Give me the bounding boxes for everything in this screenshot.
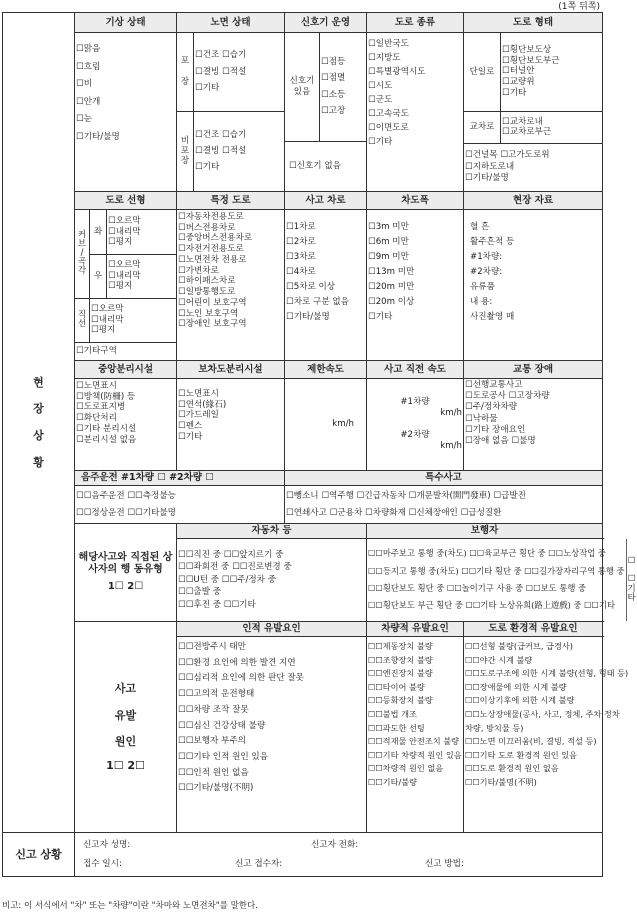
alignment-option[interactable]: ☐오르막 bbox=[108, 260, 141, 271]
road-form-etc-options bbox=[464, 143, 602, 191]
env-cause-option[interactable]: ☐☐노면 미끄러움(비, 결빙, 적설 등) bbox=[465, 736, 597, 747]
intersection-options bbox=[501, 111, 603, 143]
human-cause-header: 인적 유발요인 bbox=[177, 622, 367, 637]
cause-section-label bbox=[75, 622, 177, 833]
surface-option[interactable]: ☐결빙 ☐적설 bbox=[195, 146, 247, 157]
weather-option[interactable]: ☐맑음 bbox=[76, 44, 101, 54]
alignment-option[interactable]: ☐내리막 bbox=[108, 270, 141, 281]
human-cause-option[interactable]: ☐☐환경 요인에 의한 발견 지연 bbox=[178, 657, 296, 668]
env-cause-option[interactable]: ☐☐기타/불명(不明) bbox=[465, 777, 537, 788]
curve-label-text: 커 브 / 곡 각 bbox=[77, 230, 87, 277]
signal-has-options bbox=[320, 33, 367, 141]
special-accident-option[interactable]: ☐연쇄사고 ☐군용차 ☐차량화재 ☐신체장애인 ☐급성질환 bbox=[286, 507, 502, 518]
road-kind-options bbox=[367, 33, 464, 192]
lanes-options bbox=[285, 210, 367, 361]
special-road-option[interactable]: ☐노인 보호구역 bbox=[178, 308, 239, 319]
ped-act-etc[interactable] bbox=[626, 539, 637, 621]
road-kind-option[interactable]: ☐군도 bbox=[368, 95, 393, 105]
env-cause-option[interactable]: ☐☐장애물에 의한 시계 불량 bbox=[465, 681, 567, 692]
median-option[interactable]: ☐방책(防柵) 등 bbox=[76, 391, 136, 402]
site-data-fields bbox=[464, 210, 603, 361]
human-cause-option[interactable]: ☐☐심신 건강상태 불량 bbox=[178, 720, 266, 731]
site-data-field: #1차량: bbox=[470, 252, 503, 263]
special-road-option[interactable]: ☐어린이 보호구역 bbox=[178, 297, 247, 308]
signal-header: 신호기 운영 bbox=[285, 13, 367, 33]
alignment-option[interactable]: ☐내리막 bbox=[91, 314, 124, 325]
human-cause-option[interactable]: ☐☐보행자 부주의 bbox=[178, 736, 246, 747]
sidewalk-sep-option[interactable]: ☐가드레일 bbox=[178, 410, 219, 421]
road-surface-header: 노면 상태 bbox=[177, 13, 285, 33]
site-data-field: 사진촬영 매 bbox=[470, 312, 515, 323]
obstacle-option[interactable]: ☐도로공사 ☐고장차량 bbox=[465, 391, 550, 402]
dui-options bbox=[75, 486, 285, 524]
env-cause-option: 차량, 방치물 등) bbox=[465, 722, 524, 733]
alignment-cell bbox=[75, 210, 177, 361]
road-form-option[interactable]: ☐교량위 bbox=[502, 77, 535, 88]
speed-before-field[interactable] bbox=[367, 379, 464, 471]
unpaved-label-text: 비 포 장 bbox=[180, 135, 190, 167]
road-kind-option[interactable]: ☐일반국도 bbox=[368, 39, 409, 49]
special-road-header: 특정 도로 bbox=[177, 192, 285, 210]
site-data-field: 유류품 bbox=[470, 282, 495, 293]
straight-label-text: 직 선 bbox=[77, 309, 87, 329]
human-cause-option[interactable]: ☐☐기타 인적 원인 있음 bbox=[178, 752, 269, 763]
vehicle-cause-option[interactable]: ☐☐과도한 선팅 bbox=[368, 722, 425, 733]
site-data-header: 현장 자료 bbox=[464, 192, 603, 210]
special-road-option[interactable]: ☐자동차전용도로 bbox=[178, 212, 244, 222]
signal-has-label bbox=[285, 33, 320, 141]
right-options bbox=[107, 254, 177, 298]
env-cause-header: 도로 환경적 유발요인 bbox=[464, 622, 603, 637]
road-form-option[interactable]: ☐기타 bbox=[502, 87, 527, 98]
alignment-option[interactable]: ☐내리막 bbox=[108, 226, 141, 237]
road-form-option[interactable]: ☐횡단보도부근 bbox=[502, 55, 560, 66]
weather-header: 기상 상태 bbox=[75, 13, 177, 33]
signal-cell bbox=[285, 33, 367, 192]
special-accident-header: 특수사고 bbox=[285, 471, 603, 486]
width-option[interactable]: ☐기타 bbox=[368, 312, 393, 323]
human-cause-option[interactable]: ☐☐심리적 요인에 의한 판단 잘못 bbox=[178, 673, 304, 684]
human-cause-option[interactable]: ☐☐차량 조작 잘못 bbox=[178, 704, 249, 715]
surface-option[interactable]: ☐결빙 ☐적설 bbox=[195, 66, 247, 77]
vehicle-act-option[interactable]: ☐☐직진 중 ☐☐앞지르기 중 bbox=[178, 549, 284, 560]
obstacle-option[interactable]: ☐주/정차차량 bbox=[465, 402, 518, 413]
special-accident-options bbox=[285, 486, 603, 524]
human-cause-option[interactable]: ☐☐고의적 운전형태 bbox=[178, 689, 255, 700]
road-kind-header: 도로 종류 bbox=[367, 13, 464, 33]
vehicle-cause-header: 차량적 유발요인 bbox=[367, 622, 464, 637]
surface-option[interactable]: ☐건조 ☐습기 bbox=[195, 129, 247, 140]
ped-act-option[interactable]: ☐☐횡단보도 횡단 중 ☐☐놀이기구 사용 중 ☐☐보도 통행 중 bbox=[368, 583, 587, 593]
surface-option[interactable]: ☐기타 bbox=[195, 82, 220, 93]
vehicle-cause-option[interactable]: ☐☐기타 차량적 원인 있음 bbox=[368, 749, 462, 760]
paved-label bbox=[177, 33, 194, 111]
cause-check[interactable]: 1☐ 2☐ bbox=[106, 758, 145, 772]
median-option[interactable]: ☐노면표시 bbox=[76, 381, 117, 391]
vehicle-cause-option[interactable]: ☐☐엔진장치 불량 bbox=[368, 668, 433, 679]
signal-option[interactable]: ☐소등 bbox=[321, 89, 346, 100]
victim-type-check[interactable]: 1☐ 2☐ bbox=[107, 580, 144, 592]
lane-option[interactable]: ☐2차로 bbox=[286, 237, 316, 248]
report-row-2 bbox=[83, 855, 601, 873]
straight-options bbox=[90, 298, 177, 342]
special-road-option[interactable]: ☐일방통행도로 bbox=[178, 287, 236, 298]
single-road-options bbox=[501, 33, 603, 111]
special-road-option[interactable]: ☐자전거전용도로 bbox=[178, 244, 244, 255]
ped-act-etc-text: ☐ ☐ 기 타 bbox=[627, 555, 636, 604]
lane-option[interactable]: ☐5차로 이상 bbox=[286, 282, 336, 293]
alignment-header: 도로 선형 bbox=[75, 192, 177, 210]
env-cause-option[interactable]: ☐☐야간 시계 불량 bbox=[465, 654, 533, 665]
speed-limit-header: 제한속도 bbox=[285, 361, 367, 379]
median-options bbox=[75, 379, 177, 471]
road-form-cell bbox=[464, 33, 603, 192]
road-kind-option[interactable]: ☐고속국도 bbox=[368, 109, 409, 119]
signal-has-text: 신호기 있음 bbox=[289, 76, 315, 97]
obstacle-option[interactable]: ☐낙하물 bbox=[465, 413, 498, 424]
road-kind-option[interactable]: ☐특별광역시도 bbox=[368, 67, 426, 77]
env-cause-option[interactable]: ☐☐도로 환경적 원인 없음 bbox=[465, 763, 559, 774]
vehicle-act-header: 자동차 등 bbox=[177, 524, 367, 539]
sidewalk-sep-option[interactable]: ☐연석(緣石) bbox=[178, 399, 227, 410]
ped-act-cell bbox=[367, 539, 636, 622]
dui-header: 음주운전 #1차량 ☐ #2차량 ☐ bbox=[75, 471, 285, 486]
env-cause-options bbox=[464, 637, 629, 833]
special-road-option[interactable]: ☐하이패스차로 bbox=[178, 276, 236, 287]
alignment-option[interactable]: ☐평지 bbox=[108, 281, 133, 292]
intersection-label: 교차로 bbox=[464, 111, 501, 143]
vehicle-act-option[interactable]: ☐☐U턴 중 ☐☐주/정차 중 bbox=[178, 574, 277, 585]
site-data-field: 활주흔적 등 bbox=[470, 237, 515, 248]
lane-option[interactable]: ☐3차로 bbox=[286, 252, 316, 263]
vehicle-cause-option[interactable]: ☐☐제동장치 불량 bbox=[368, 641, 433, 651]
env-cause-option[interactable]: ☐☐노상장애물(공사, 사고, 정체, 주차·정차 bbox=[465, 709, 620, 720]
human-cause-option[interactable]: ☐☐기타/불명(不明) bbox=[178, 783, 254, 794]
weather-option[interactable]: ☐흐림 bbox=[76, 61, 101, 72]
signal-option[interactable]: ☐고장 bbox=[321, 106, 346, 117]
lanes-header: 사고 차로 bbox=[285, 192, 367, 210]
weather-option[interactable]: ☐비 bbox=[76, 79, 93, 90]
obstacle-option[interactable]: ☐선행교통사고 bbox=[465, 380, 523, 390]
human-cause-option[interactable]: ☐☐전방주시 태만 bbox=[178, 642, 246, 652]
ped-act-options bbox=[367, 539, 626, 621]
median-option[interactable]: ☐분리시설 없음 bbox=[76, 434, 137, 445]
vehicle-act-options bbox=[177, 539, 367, 622]
vehicle-cause-option[interactable]: ☐☐불법 개조 bbox=[368, 709, 417, 720]
road-kind-option[interactable]: ☐지방도 bbox=[368, 53, 401, 63]
unpaved-options bbox=[194, 111, 285, 191]
median-option[interactable]: ☐도로표지병 bbox=[76, 402, 126, 413]
lane-option[interactable]: ☐1차로 bbox=[286, 222, 316, 232]
vehicle-act-option[interactable]: ☐☐출발 중 bbox=[178, 587, 222, 598]
report-section-label: 신고 상황 bbox=[3, 833, 75, 877]
paved-label-text: 포 장 bbox=[180, 56, 190, 87]
env-cause-option[interactable]: ☐☐도로구조에 의한 시계 불량(선형, 형태 등) bbox=[465, 668, 629, 679]
weather-option[interactable]: ☐안개 bbox=[76, 96, 101, 107]
road-form-option[interactable]: ☐지하도로내 bbox=[465, 161, 515, 172]
vehicle-cause-option[interactable]: ☐☐타이어 불량 bbox=[368, 681, 425, 692]
alignment-option[interactable]: ☐오르막 bbox=[91, 304, 124, 315]
weather-option[interactable]: ☐기타/불명 bbox=[76, 132, 120, 143]
speed-limit-field[interactable] bbox=[285, 379, 367, 471]
sidewalk-sep-header: 보차도분리시설 bbox=[177, 361, 285, 379]
reporter-phone-field[interactable]: 신고자 전화: bbox=[311, 840, 359, 851]
page-note: (1쪽 뒤쪽) bbox=[558, 2, 600, 12]
cause-text: 사고 유발 원인 bbox=[114, 681, 137, 749]
victim-type-section-label bbox=[75, 524, 177, 622]
receipt-time-field[interactable]: 접수 일시: bbox=[83, 858, 122, 869]
vehicle-act-option[interactable]: ☐☐후진 중 ☐☐기타 bbox=[178, 599, 256, 610]
special-road-option[interactable]: ☐노면전차 전용로 bbox=[178, 254, 247, 265]
median-option[interactable]: ☐기타 분리시설 bbox=[76, 423, 137, 434]
speed-vehicle-1: #1차량 bbox=[400, 397, 430, 408]
width-option[interactable]: ☐6m 미만 bbox=[368, 237, 409, 248]
weather-option[interactable]: ☐눈 bbox=[76, 114, 93, 125]
lane-option[interactable]: ☐기타/불명 bbox=[286, 312, 330, 323]
surface-option[interactable]: ☐건조 ☐습기 bbox=[195, 50, 247, 61]
site-data-field: 내 용: bbox=[470, 297, 493, 308]
road-surface-cell bbox=[177, 33, 285, 192]
sidewalk-sep-option[interactable]: ☐기타 bbox=[178, 431, 203, 442]
site-data-field: 혈 흔 bbox=[470, 222, 490, 232]
special-road-option[interactable]: ☐버스전용차로 bbox=[178, 222, 236, 233]
vehicle-cause-options bbox=[367, 637, 464, 833]
vehicle-cause-option[interactable]: ☐☐기타/불량 bbox=[368, 777, 418, 788]
sidewalk-sep-option[interactable]: ☐펜스 bbox=[178, 421, 203, 432]
reporter-name-field[interactable]: 신고자 성명: bbox=[83, 840, 131, 851]
road-form-option[interactable]: ☐교차로부근 bbox=[502, 127, 552, 137]
weather-options bbox=[75, 33, 177, 192]
alignment-option[interactable]: ☐오르막 bbox=[108, 216, 141, 227]
signal-option[interactable]: ☐점등 bbox=[321, 57, 346, 68]
human-cause-options bbox=[177, 637, 367, 833]
report-method-field[interactable]: 신고 방법: bbox=[425, 858, 464, 869]
vehicle-act-option[interactable]: ☐☐좌회전 중 ☐☐진로변경 중 bbox=[178, 562, 292, 573]
road-form-header: 도로 형태 bbox=[464, 13, 603, 33]
receiver-field[interactable]: 신고 접수자: bbox=[235, 858, 283, 869]
vehicle-cause-option[interactable]: ☐☐적재물 안전조치 불량 bbox=[368, 736, 460, 747]
env-cause-option[interactable]: ☐☐선형 불량(급커브, 급경사) bbox=[465, 641, 573, 651]
straight-label bbox=[75, 298, 90, 342]
signal-none-option[interactable]: ☐신호기 없음 bbox=[285, 141, 366, 191]
ped-act-header: 보행자 bbox=[367, 524, 603, 539]
road-width-options bbox=[367, 210, 464, 361]
road-kind-option[interactable]: ☐기타 bbox=[368, 137, 393, 147]
unpaved-label bbox=[177, 111, 194, 191]
vehicle-cause-option[interactable]: ☐☐조향장치 불량 bbox=[368, 654, 433, 665]
speed-limit-unit: km/h bbox=[332, 419, 354, 430]
lane-option[interactable]: ☐4차로 bbox=[286, 267, 316, 278]
site-data-field: #2차량: bbox=[470, 267, 503, 278]
alignment-etc-option[interactable]: ☐기타구역 bbox=[75, 342, 176, 360]
road-form-option[interactable]: ☐건널목 ☐고가도로위 bbox=[465, 150, 550, 161]
median-option[interactable]: ☐화단처리 bbox=[76, 413, 117, 424]
site-status-section-label bbox=[3, 13, 75, 833]
alignment-option[interactable]: ☐평지 bbox=[91, 325, 116, 336]
surface-option[interactable]: ☐기타 bbox=[195, 162, 220, 173]
speed-before-header: 사고 직전 속도 bbox=[367, 361, 464, 379]
speed-unit-2: km/h bbox=[440, 440, 462, 451]
signal-option[interactable]: ☐점멸 bbox=[321, 73, 346, 84]
ped-act-option[interactable]: ☐☐등지고 통행 중(차도) ☐☐기타 횡단 중 ☐☐길가장자리구역 통행 중 bbox=[368, 565, 625, 576]
road-form-option[interactable]: ☐횡단보도상 bbox=[502, 44, 552, 55]
report-info bbox=[75, 833, 603, 877]
curve-label bbox=[75, 210, 90, 298]
sidewalk-sep-options bbox=[177, 379, 285, 471]
dui-option[interactable]: ☐☐정상운전 ☐☐기타불명 bbox=[76, 507, 176, 518]
speed-unit-1: km/h bbox=[440, 408, 462, 419]
special-road-options bbox=[177, 210, 285, 361]
obstacle-header: 교통 장애 bbox=[464, 361, 603, 379]
special-road-option[interactable]: ☐장애인 보호구역 bbox=[178, 319, 247, 330]
road-form-option[interactable]: ☐기타/불명 bbox=[465, 172, 509, 183]
env-cause-option[interactable]: ☐☐이상기후에 의한 시계 불량 bbox=[465, 695, 575, 706]
road-form-option[interactable]: ☐교차로내 bbox=[502, 116, 543, 127]
width-option[interactable]: ☐3m 미만 bbox=[368, 222, 409, 232]
obstacle-option[interactable]: ☐장애 없음 ☐불명 bbox=[465, 435, 536, 446]
alignment-option[interactable]: ☐평지 bbox=[108, 236, 133, 247]
obstacle-options bbox=[464, 379, 603, 471]
width-option[interactable]: ☐20m 미만 bbox=[368, 282, 415, 293]
footnote: 비고: 이 서식에서 "차" 또는 "차량"이란 "차마와 노면전차"를 말한다. bbox=[2, 901, 258, 911]
road-width-header: 차도폭 bbox=[367, 192, 464, 210]
accident-report-form bbox=[2, 12, 636, 877]
width-option[interactable]: ☐9m 미만 bbox=[368, 252, 409, 263]
victim-type-text: 해당사고와 직접된 상 사자의 행 동유형 bbox=[78, 552, 173, 576]
env-cause-option[interactable]: ☐☐기타 도로 환경적 원인 있음 bbox=[465, 749, 578, 760]
median-header: 중앙분리시설 bbox=[75, 361, 177, 379]
left-label: 좌 bbox=[90, 210, 107, 254]
left-options bbox=[107, 210, 177, 254]
special-road-option[interactable]: ☐중앙버스전용차로 bbox=[178, 233, 253, 244]
width-option[interactable]: ☐20m 이상 bbox=[368, 297, 415, 308]
human-cause-option[interactable]: ☐☐인적 원인 없음 bbox=[178, 767, 249, 778]
sidewalk-sep-option[interactable]: ☐노면표시 bbox=[178, 389, 219, 399]
right-label: 우 bbox=[90, 254, 107, 298]
site-section-text: 현 장 상 황 bbox=[33, 375, 44, 470]
report-row-1 bbox=[83, 836, 601, 854]
lane-option[interactable]: ☐차로 구분 없음 bbox=[286, 297, 349, 308]
vehicle-cause-option[interactable]: ☐☐차량적 원인 없음 bbox=[368, 763, 444, 774]
road-kind-option[interactable]: ☐시도 bbox=[368, 81, 393, 91]
special-road-option[interactable]: ☐가변차로 bbox=[178, 265, 219, 276]
road-kind-option[interactable]: ☐이면도로 bbox=[368, 123, 409, 133]
ped-act-option[interactable]: ☐☐횡단보도 부근 횡단 중 ☐☐기타 노상유희(路上遊戲) 중 ☐☐기타 bbox=[368, 600, 616, 611]
obstacle-option[interactable]: ☐기타 장애요인 bbox=[465, 424, 526, 435]
speed-vehicle-2: #2차량 bbox=[400, 429, 430, 440]
road-form-option[interactable]: ☐터널안 bbox=[502, 66, 535, 77]
dui-option[interactable]: ☐☐음주운전 ☐☐측정불능 bbox=[76, 491, 176, 502]
width-option[interactable]: ☐13m 미만 bbox=[368, 267, 415, 278]
single-road-label: 단일로 bbox=[464, 33, 501, 111]
ped-act-option[interactable]: ☐☐마주보고 통행 중(차도) ☐☐육교부근 횡단 중 ☐☐노상작업 중 bbox=[368, 548, 606, 559]
vehicle-cause-option[interactable]: ☐☐등화장치 불량 bbox=[368, 695, 433, 706]
special-accident-option[interactable]: ☐뺑소니 ☐역주행 ☐긴급자동차 ☐개문발차(開門發車) ☐급발진 bbox=[286, 491, 526, 502]
paved-options bbox=[194, 33, 285, 111]
